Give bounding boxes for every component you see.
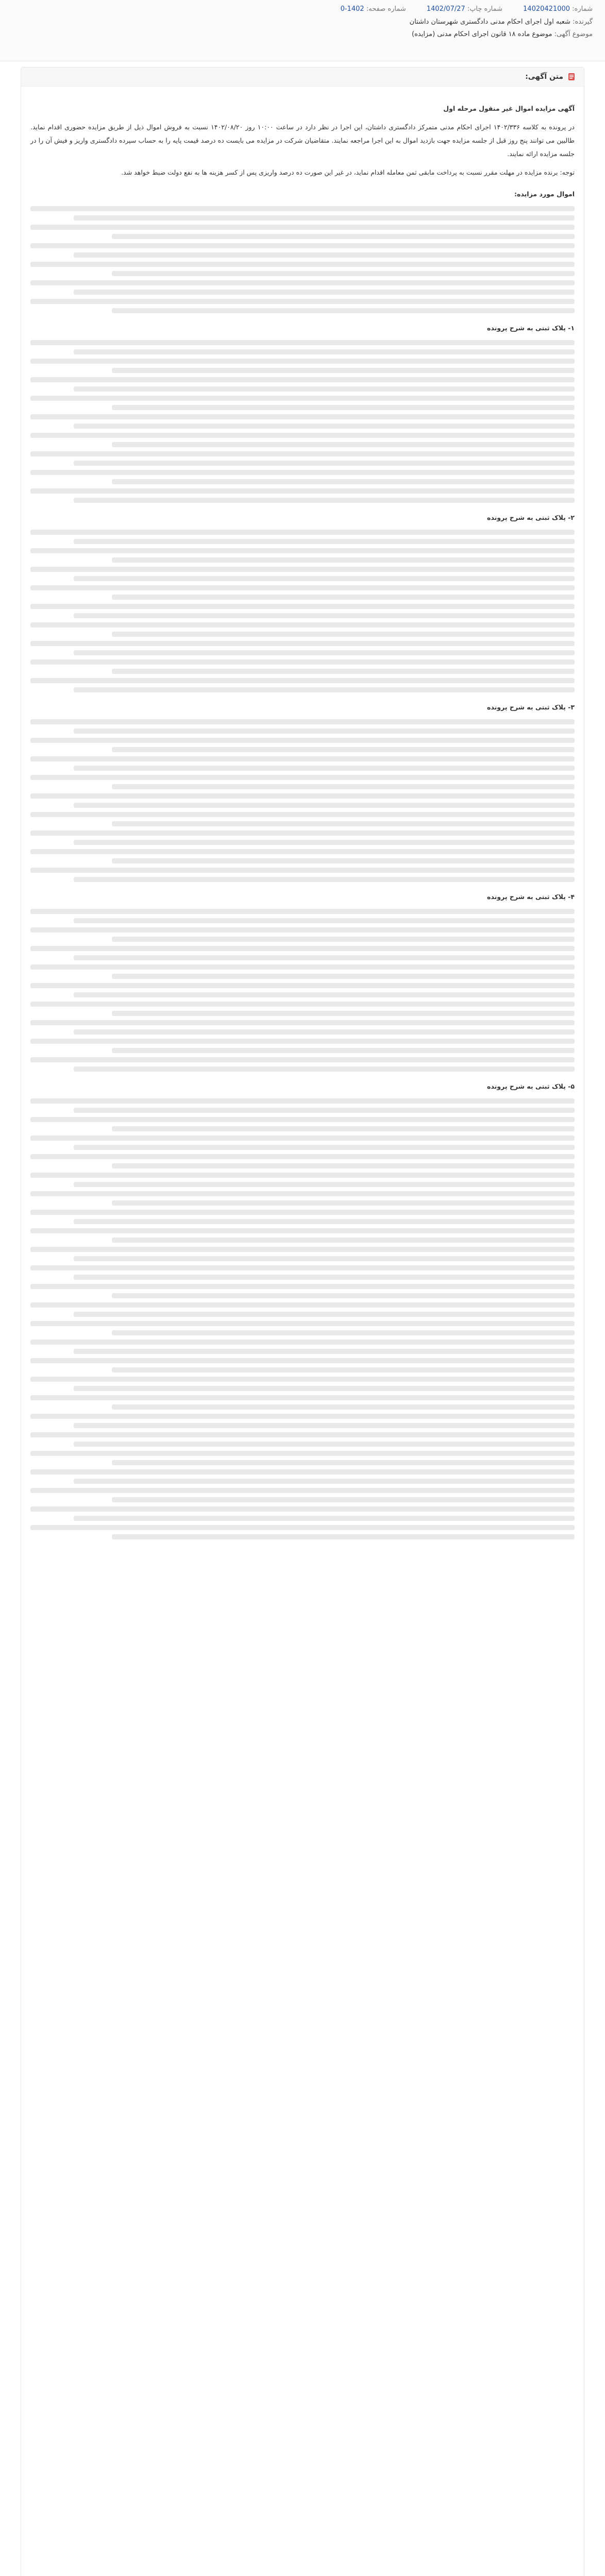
text-block [30, 340, 575, 503]
meta-row [0, 0, 605, 16]
section-heading: ۲- پلاک ثبتی به شرح پرونده [486, 514, 575, 521]
subject-row: موضوع آگهی: موضوع ماده ۱۸ قانون اجرای احکام مدنی (مزایده) [412, 30, 593, 38]
section-heading: ۴- پلاک ثبتی به شرح پرونده [486, 893, 575, 901]
text-block [30, 1098, 575, 1261]
page-number: شماره صفحه: 1402-0 [340, 5, 406, 13]
receiver-row: گیرنده: شعبه اول اجرای احکام مدنی دادگستری شهرستان داشتان [409, 18, 593, 26]
section-heading: ۱- پلاک ثبتی به شرح پرونده [486, 324, 575, 332]
notice-body [21, 67, 584, 2576]
section-heading: ۵- پلاک ثبتی به شرح پرونده [486, 1082, 575, 1090]
paragraph: توجه: برنده مزایده در مهلت مقرر نسبت به پرداخت مابقی ثمن معامله اقدام نماید، در غیر این صورت ده درصد واریزی پس از کسر هزینه ها به نفع دولت ضبط خواهد شد. [121, 168, 575, 176]
text-block [30, 206, 575, 313]
section-heading: اموال مورد مزایده: [514, 190, 575, 198]
header [0, 0, 605, 61]
intro: آگهی مزایده اموال غیر منقول مرحله اول [443, 105, 575, 112]
text-block [30, 909, 575, 1072]
doc-number: شماره: 14020421000 [523, 5, 593, 13]
text-block [30, 530, 575, 692]
print-number: شماره چاپ: 1402/07/27 [426, 5, 503, 13]
text-block [30, 719, 575, 882]
text-block [30, 1265, 575, 1539]
body-title: متن آگهی: [21, 67, 584, 87]
notice-text [21, 87, 584, 1551]
section-heading: ۳- پلاک ثبتی به شرح پرونده [486, 703, 575, 711]
info-block [0, 16, 605, 41]
document-icon [567, 73, 576, 81]
paragraph: در پرونده به کلاسه ۱۴۰۲/۳۳۶ اجرای احکام مدنی متمرکز دادگستری داشتان، این اجرا در نظر دارد در ساعت ۱۰:۰۰ روز ۱۴۰۲/۰۸/۲۰ نسبت به فروش اموال ذیل از طریق مزایده حضوری اقدام نماید. طالبین می توانند پنج روز قبل از جلسه مزایده جهت بازدید اموال به این اجرا مراجعه نمایند. متقاضیان شرکت در مزایده می بایست ده درصد قیمت پایه را به حساب سپرده دادگستری واریز و فیش آن را در جلسه مزایده ارائه نمایند. [30, 123, 575, 158]
